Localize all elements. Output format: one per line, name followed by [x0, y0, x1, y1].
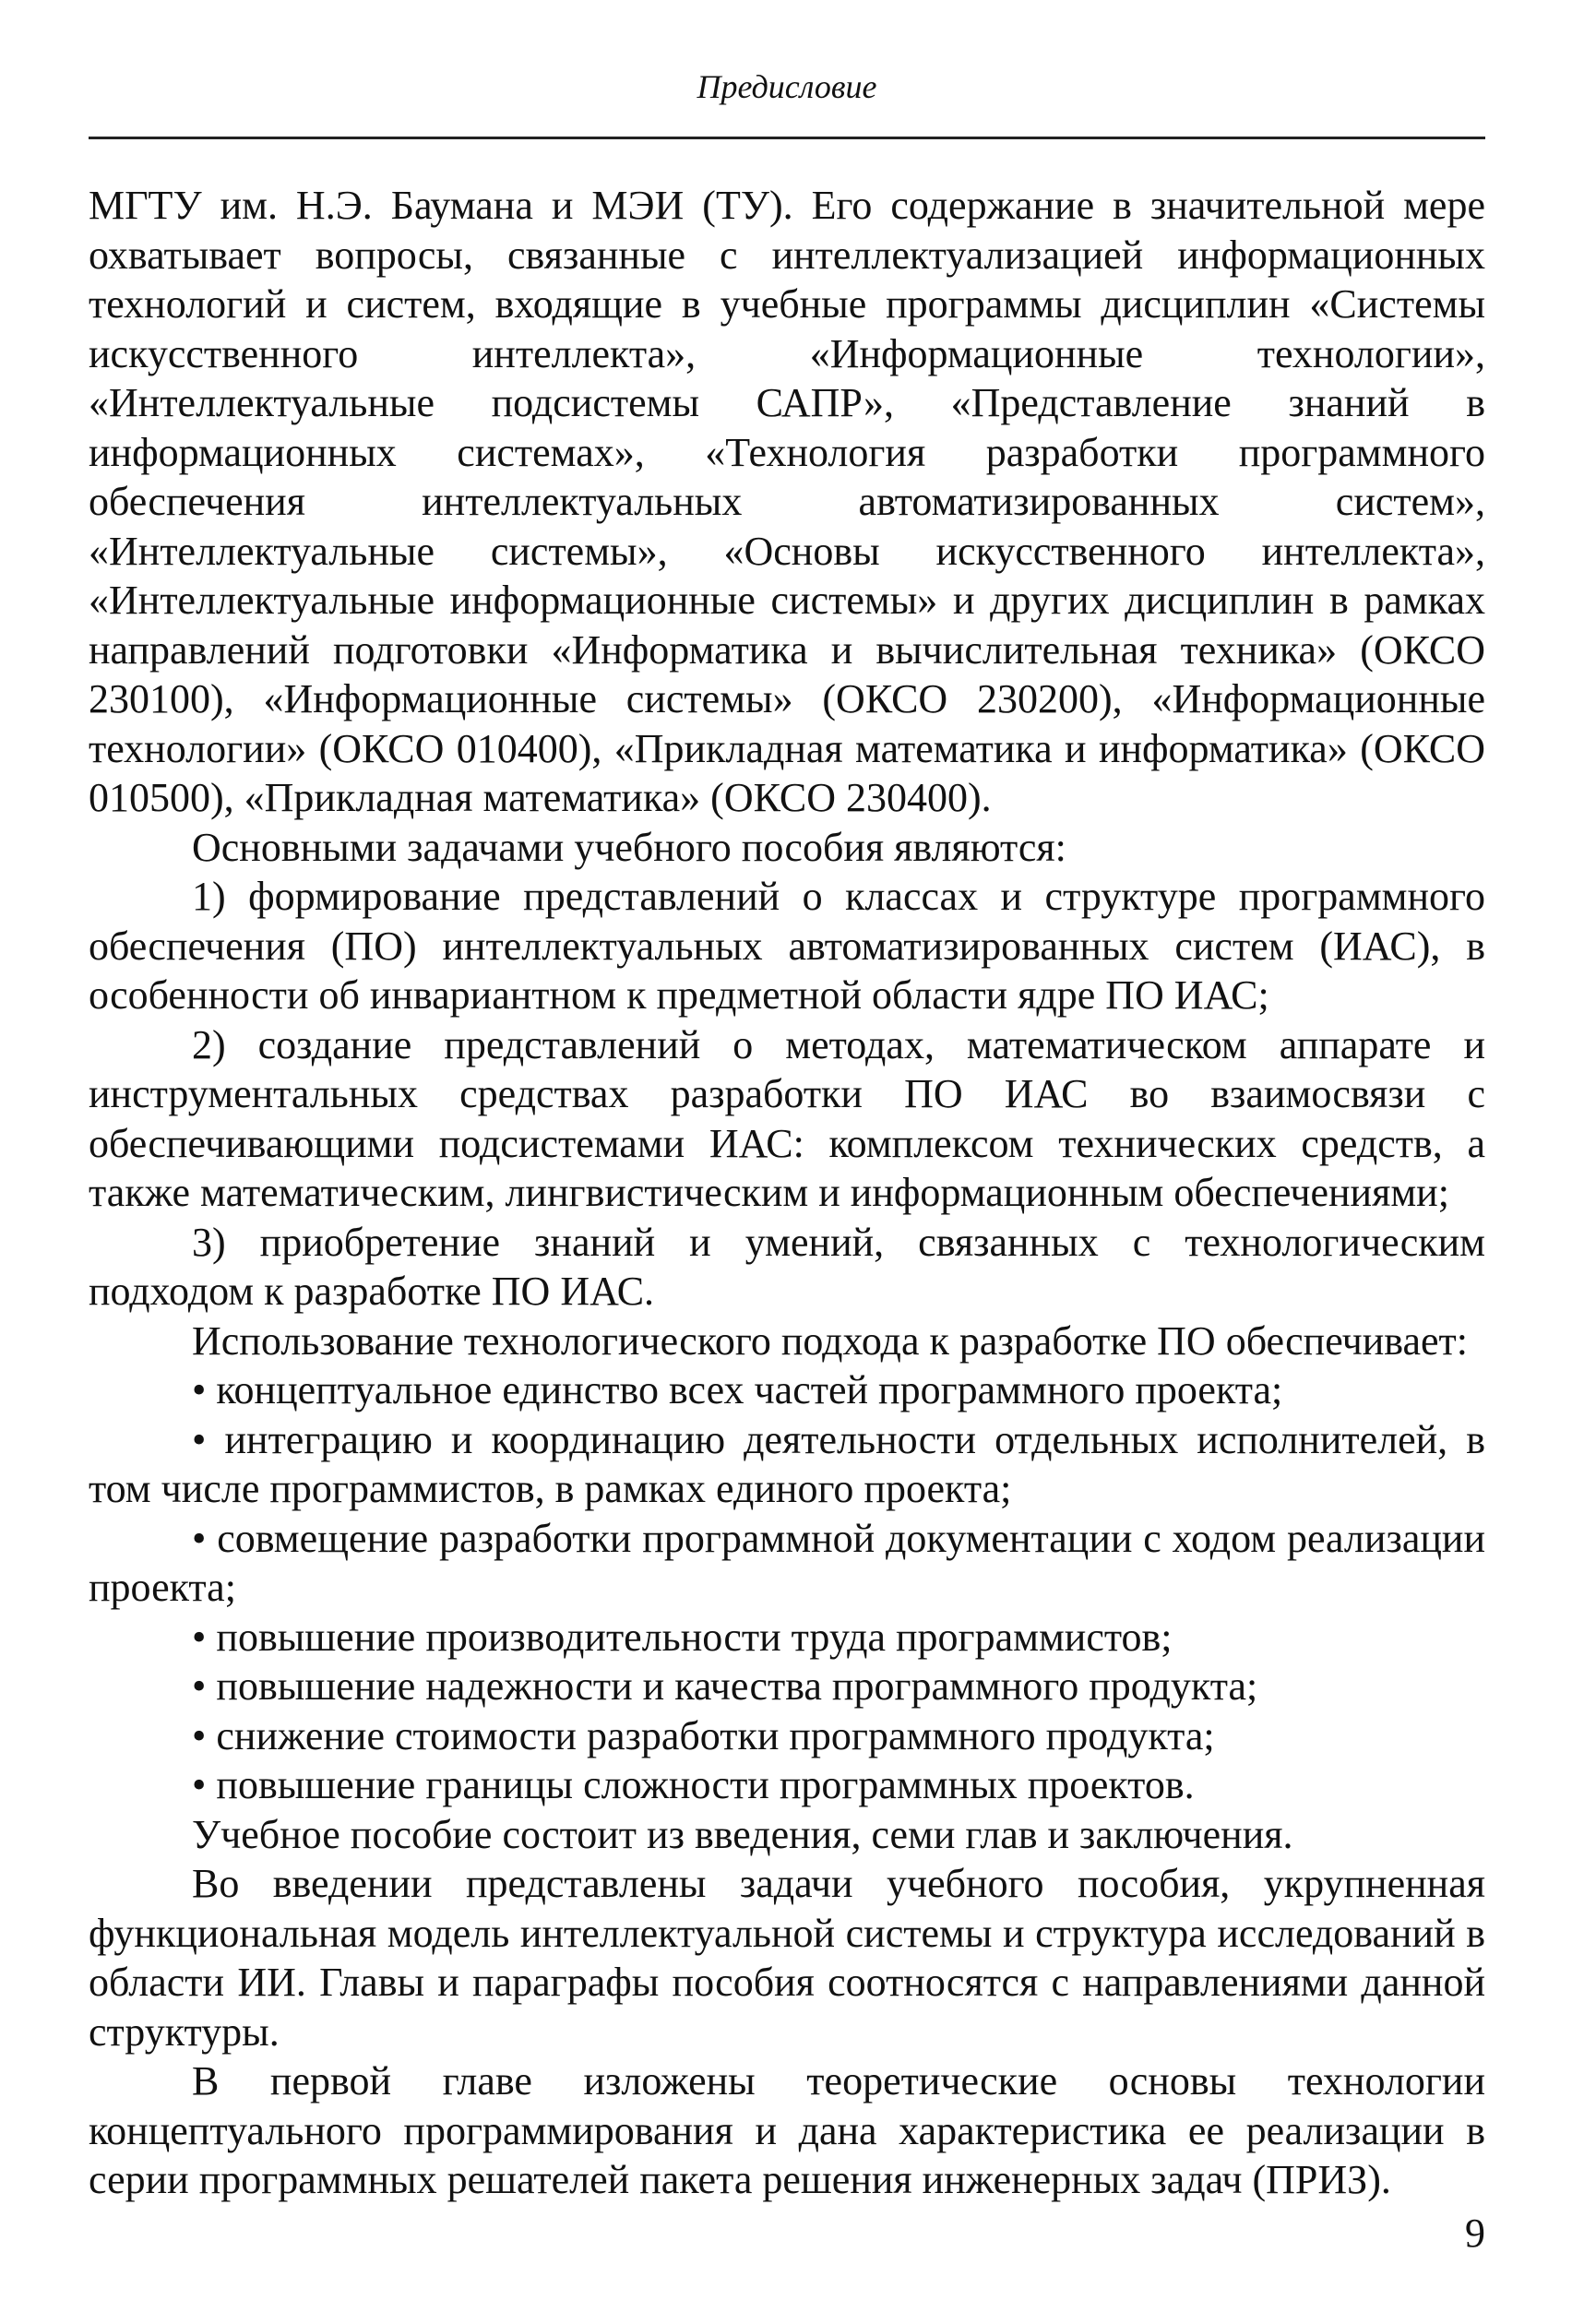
list-item-task-1: 1) формирование представлений о классах и структуре программного обеспечения (ПО) интеллектуальных автоматизированных систем (ИАС), в особенности об инвариантном к предметной области ядре ПО ИАС;	[89, 874, 1485, 1018]
paragraph-approach-intro: Использование технологического подхода к разработке ПО обеспечивает:	[192, 1317, 1469, 1364]
body-text	[89, 181, 1485, 2205]
bullet-item: • интеграцию и координацию деятельности отдельных исполнителей, в том числе программистов, в рамках единого проекта;	[89, 1416, 1485, 1511]
bullet-item: • повышение границы сложности программных проектов.	[192, 1762, 1195, 1807]
paragraph-introduction: Во введении представлены задачи учебного пособия, укрупненная функциональная модель интеллектуальной системы и структура исследований в области ИИ. Главы и параграфы пособия соотносятся с направлениями данной структуры.	[89, 1861, 1485, 2055]
bullet-item: • концептуальное единство всех частей программного проекта;	[192, 1367, 1283, 1412]
header-divider	[89, 137, 1485, 139]
bullet-item: • совмещение разработки программной документации с ходом реализации проекта;	[89, 1515, 1485, 1610]
list-item-task-3: 3) приобретение знаний и умений, связанных с технологическим подходом к разработке ПО ИАС.	[89, 1219, 1485, 1314]
paragraph-chapter-1: В первой главе изложены теоретические основы технологии концептуального программирования и дана характеристика ее реализации в серии программных решателей пакета решения инженерных задач (ПРИЗ).	[89, 2058, 1485, 2202]
page-number: 9	[1465, 2211, 1485, 2256]
bullet-item: • снижение стоимости разработки программного продукта;	[192, 1712, 1215, 1758]
list-item-task-2: 2) создание представлений о методах, математическом аппарате и инструментальных средствах разработки ПО ИАС во взаимосвязи с обеспечивающими подсистемами ИАС: комплексом технических средств, а также математическим, лингвистическим и информационным обеспечениями;	[89, 1021, 1485, 1215]
bullet-item: • повышение надежности и качества программного продукта;	[192, 1663, 1258, 1709]
running-header: Предисловие	[697, 68, 877, 105]
bullet-item: • повышение производительности труда программистов;	[192, 1614, 1173, 1660]
paragraph-tasks-intro: Основными задачами учебного пособия являются:	[192, 824, 1066, 870]
paragraph-structure: Учебное пособие состоит из введения, семи глав и заключения.	[192, 1811, 1293, 1857]
paragraph-continuation: МГТУ им. Н.Э. Баумана и МЭИ (ТУ). Его содержание в значительной мере охватывает вопросы, связанные с интеллектуализацией информационных технологий и систем, входящие в учебные программы дисциплин «Системы искусственного интеллекта», «Информационные технологии», «Интеллектуальные подсистемы САПР», «Представление знаний в информационных системах», «Технология разработки программного обеспечения интеллектуальных автоматизированных систем», «Интеллектуальные системы», «Основы искусственного интеллекта», «Интеллектуальные информационные системы» и других дисциплин в рамках направлений подготовки «Информатика и вычислительная техника» (ОКСО 230100), «Информационные системы» (ОКСО 230200), «Информационные технологии» (ОКСО 010400), «Прикладная математика и информатика» (ОКСО 010500), «Прикладная математика» (ОКСО 230400).	[89, 183, 1485, 820]
